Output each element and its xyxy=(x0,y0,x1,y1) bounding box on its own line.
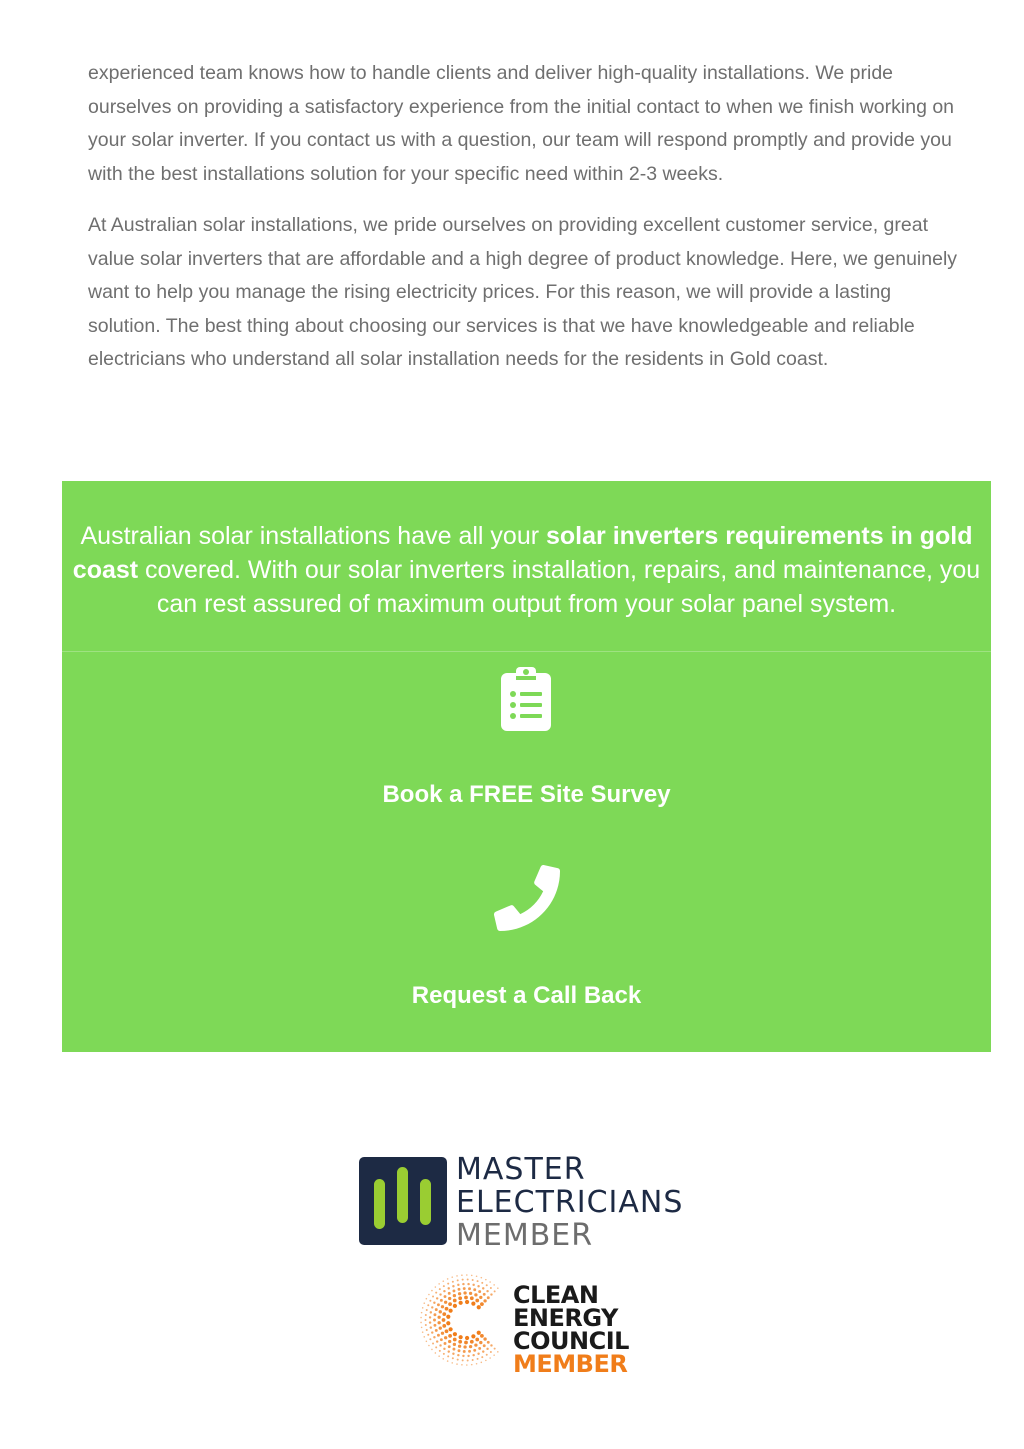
master-electricians-wordmark xyxy=(456,1153,683,1252)
clipboard-list-icon[interactable] xyxy=(499,665,553,733)
clean-energy-council-logo xyxy=(418,1270,658,1380)
cta-text-highlight: solar inverters requirements in gold coast xyxy=(72,522,973,584)
cta-text-start: Australian solar installations have all your xyxy=(80,522,546,550)
clean-energy-council-line-2: ENERGY xyxy=(513,1304,618,1332)
cta-description xyxy=(62,519,991,621)
book-site-survey-link[interactable]: Book a FREE Site Survey xyxy=(382,781,671,808)
intro-paragraph-1: experienced team knows how to handle clients and deliver high-quality installations. We pride ourselves on providing a satisfactory experience from the initial contact to when we finish working on your solar inverter. If you contact us with a question, our team will respond promptly and provide you with the best installations solution for your specific need within 2-3 weeks. xyxy=(88,62,955,185)
clean-energy-council-line-3: COUNCIL xyxy=(513,1327,629,1355)
master-electricians-logo xyxy=(359,1152,699,1253)
clean-energy-council-line-1: CLEAN xyxy=(513,1281,599,1309)
phone-icon[interactable] xyxy=(494,865,560,931)
master-electricians-mark-icon xyxy=(359,1157,447,1245)
cta-divider xyxy=(62,651,991,652)
clean-energy-council-wordmark xyxy=(513,1281,629,1378)
intro-text xyxy=(88,57,968,395)
master-electricians-line-1: MASTER xyxy=(456,1152,586,1187)
intro-paragraph-2: At Australian solar installations, we pride ourselves on providing excellent customer service, great value solar inverters that are affordable and a high degree of product knowledge. Here, we genuinely want to help you manage the rising electricity prices. For this reason, we will provide a lasting solution. The best thing about choosing our services is that we have knowledgeable and reliable electricians who understand all solar installation needs for the residents in Gold coast. xyxy=(88,214,958,370)
master-electricians-line-2: ELECTRICIANS xyxy=(456,1185,684,1220)
cta-text-end: covered. With our solar inverters installation, repairs, and maintenance, you can rest assured of maximum output from your solar panel system. xyxy=(138,556,981,618)
cta-panel xyxy=(62,481,991,1052)
master-electricians-line-3: MEMBER xyxy=(456,1218,594,1253)
clean-energy-council-line-4: MEMBER xyxy=(513,1350,628,1378)
request-call-back-link[interactable]: Request a Call Back xyxy=(411,982,642,1009)
clean-energy-council-mark-icon xyxy=(418,1270,508,1370)
